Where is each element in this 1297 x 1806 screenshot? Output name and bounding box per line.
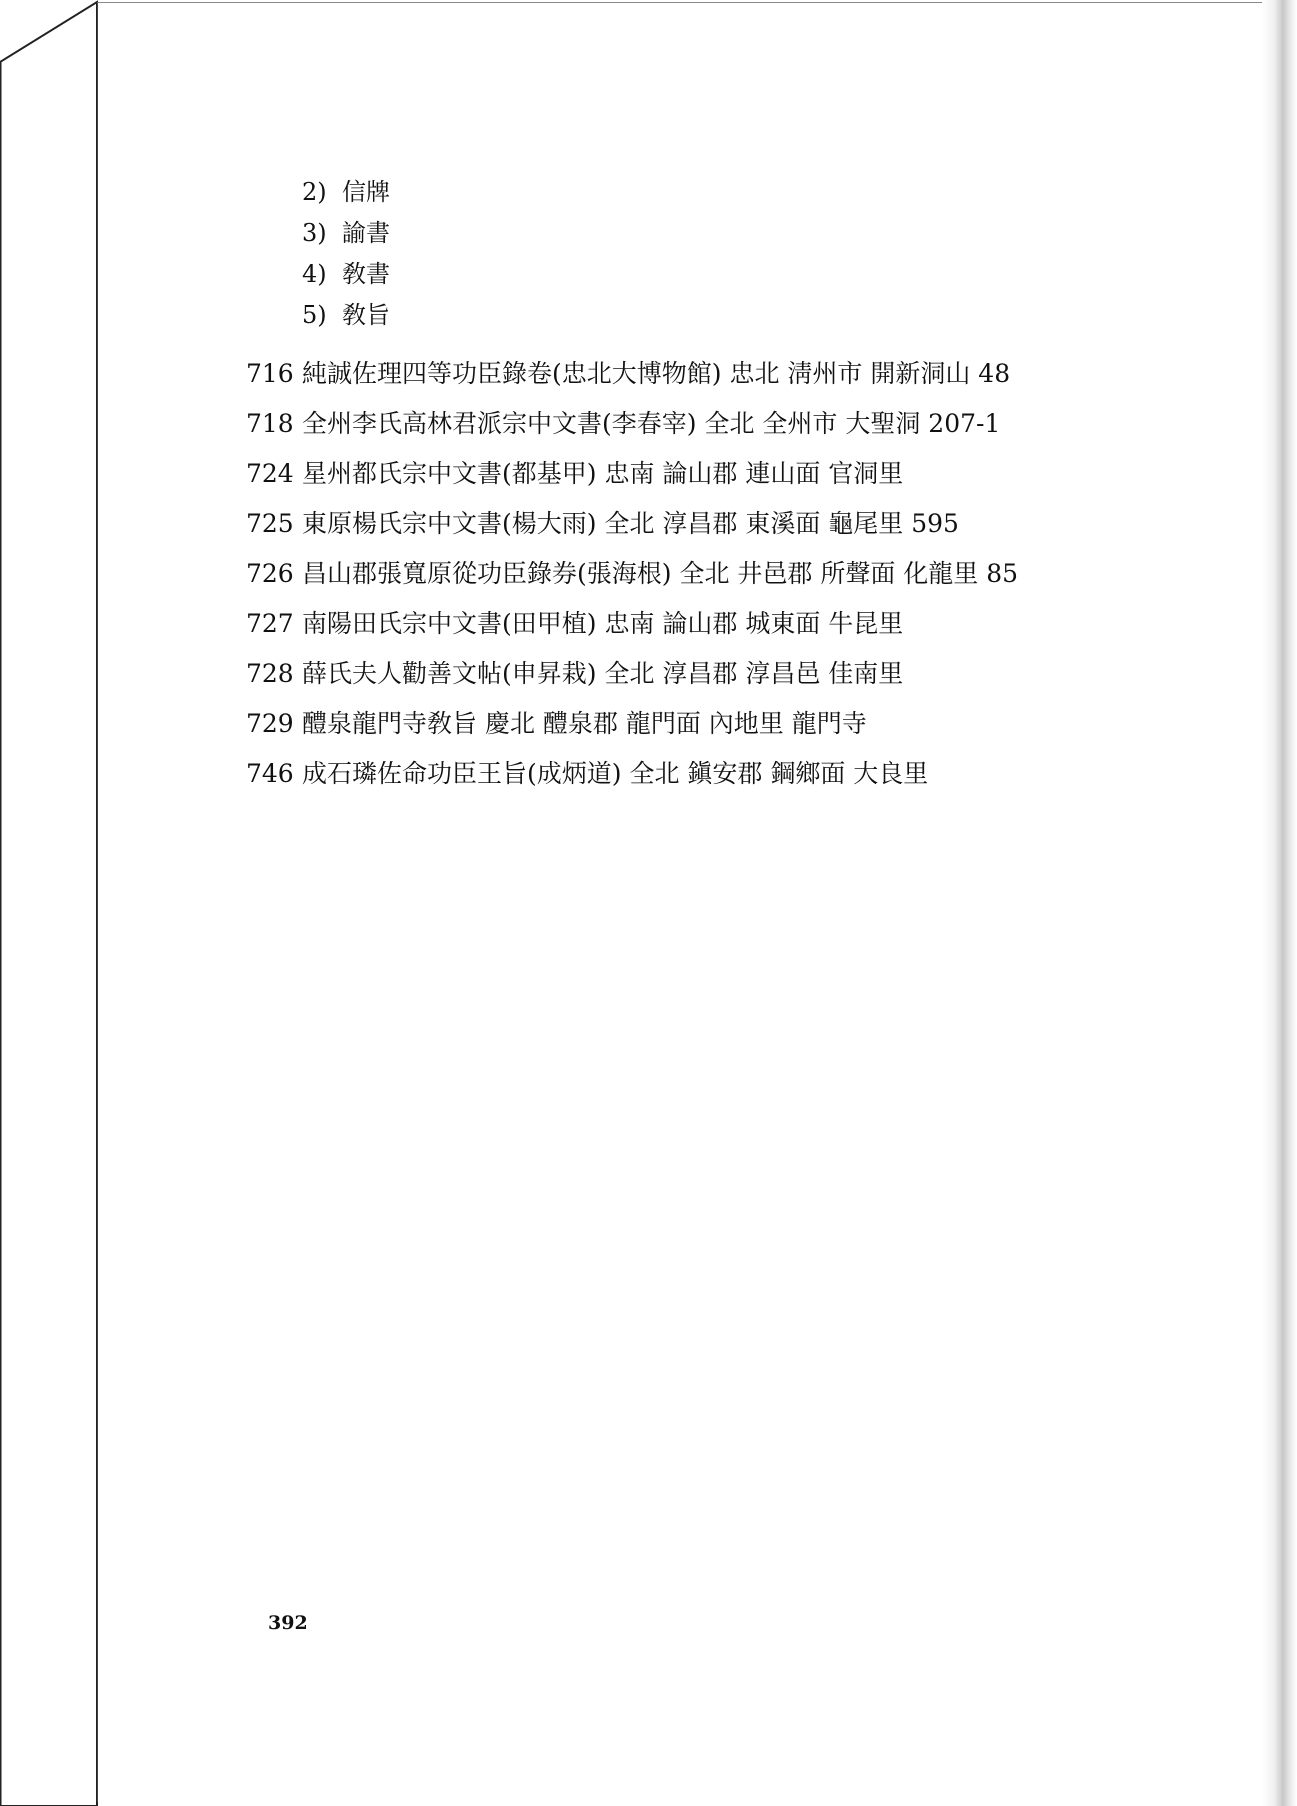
list-item <box>246 449 1018 499</box>
entry-text: 純誠佐理四等功臣錄卷(忠北大博物館) 忠北 淸州市 開新洞山 48 <box>302 359 1011 388</box>
entry-code: 729 <box>246 709 294 738</box>
entry-code: 746 <box>246 759 294 788</box>
subitem <box>302 295 390 336</box>
subitem-title: 信牌 <box>342 178 390 206</box>
entry-text: 南陽田氏宗中文書(田甲植) 忠南 論山郡 城東面 牛昆里 <box>302 609 904 638</box>
document-page <box>97 2 1277 1802</box>
entry-text: 醴泉龍門寺敎旨 慶北 醴泉郡 龍門面 內地里 龍門寺 <box>302 709 867 738</box>
list-item <box>246 399 1018 449</box>
list-item <box>246 749 1018 799</box>
entry-code: 725 <box>246 509 294 538</box>
subitem-list <box>302 172 390 336</box>
entry-code: 727 <box>246 609 294 638</box>
list-item <box>246 499 1018 549</box>
entry-text: 薛氏夫人勸善文帖(申昇栽) 全北 淳昌郡 淳昌邑 佳南里 <box>302 659 904 688</box>
list-item <box>246 699 1018 749</box>
subitem <box>302 172 390 213</box>
subitem-number: 2) <box>302 178 327 206</box>
subitem-number: 5) <box>302 301 327 329</box>
subitem-number: 3) <box>302 219 327 247</box>
book-spine <box>0 0 110 1806</box>
list-item <box>246 599 1018 649</box>
entry-text: 東原楊氏宗中文書(楊大雨) 全北 淳昌郡 東溪面 龜尾里 595 <box>302 509 959 538</box>
subitem-title: 敎書 <box>342 260 390 288</box>
entry-code: 718 <box>246 409 294 438</box>
page-edge-shadow <box>1262 0 1297 1806</box>
subitem-title: 敎旨 <box>342 301 390 329</box>
entry-code: 726 <box>246 559 294 588</box>
entry-code: 724 <box>246 459 294 488</box>
entry-text: 星州都氏宗中文書(都基甲) 忠南 論山郡 連山面 官洞里 <box>302 459 904 488</box>
list-item <box>246 549 1018 599</box>
list-item <box>246 349 1018 399</box>
subitem <box>302 254 390 295</box>
entry-text: 昌山郡張寬原從功臣錄券(張海根) 全北 井邑郡 所聲面 化龍里 85 <box>302 559 1019 588</box>
subitem-number: 4) <box>302 260 327 288</box>
entry-code: 728 <box>246 659 294 688</box>
entry-list <box>246 349 1018 799</box>
entry-text: 成石璘佐命功臣王旨(成炳道) 全北 鎭安郡 鋼鄉面 大良里 <box>302 759 929 788</box>
page-number: 392 <box>268 1612 308 1634</box>
subitem <box>302 213 390 254</box>
list-item <box>246 649 1018 699</box>
entry-code: 716 <box>246 359 294 388</box>
subitem-title: 諭書 <box>342 219 390 247</box>
entry-text: 全州李氏高林君派宗中文書(李春宰) 全北 全州市 大聖洞 207-1 <box>302 409 1001 438</box>
